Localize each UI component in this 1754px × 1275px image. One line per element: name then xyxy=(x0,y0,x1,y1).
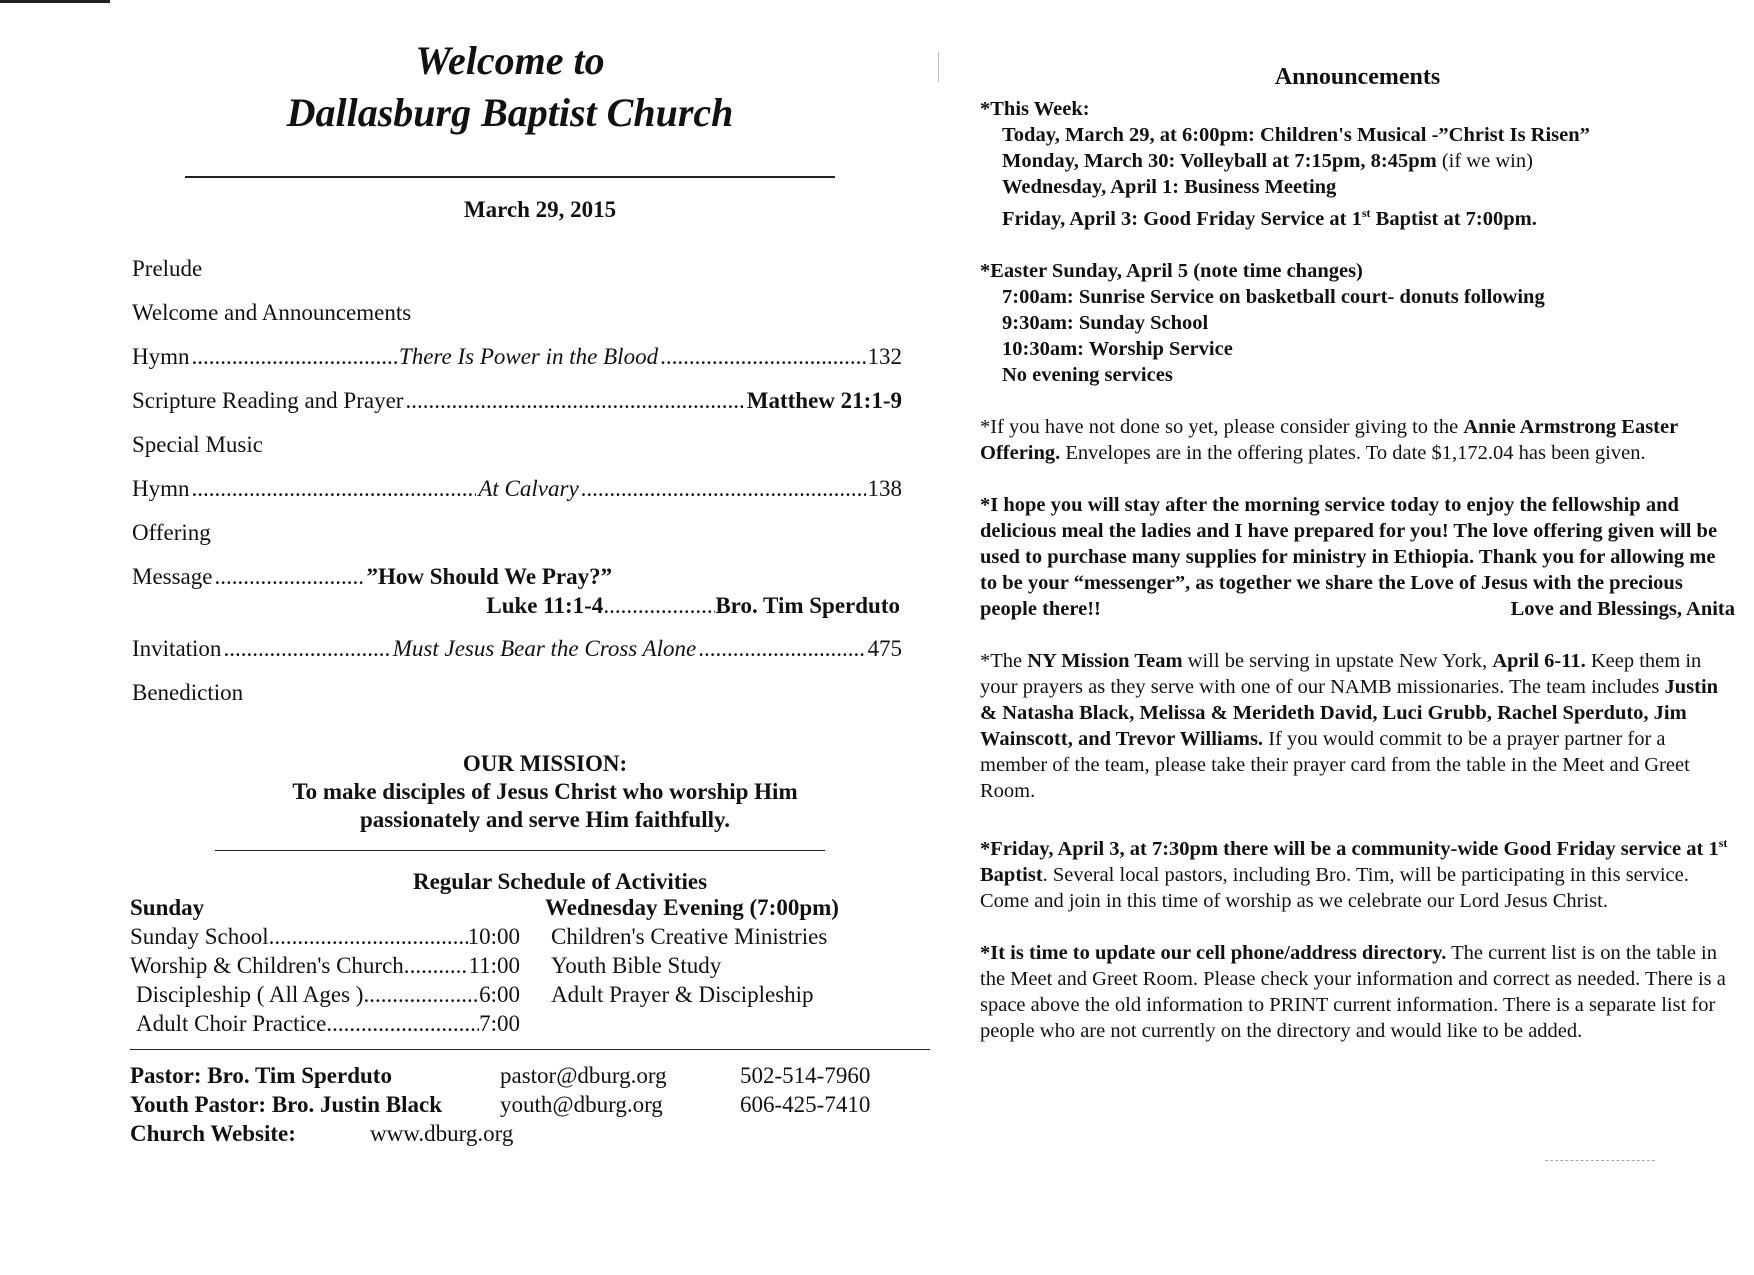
contact-info xyxy=(130,1061,930,1148)
contact-row-pastor xyxy=(130,1061,930,1090)
text: If you would commit to be a prayer partner for a member of the team, please take their prayer card from the table in the Meet and Greet Room. xyxy=(980,727,1690,802)
leader-dots xyxy=(603,592,715,620)
wednesday-activity: Adult Prayer & Discipleship xyxy=(551,982,814,1007)
schedule-wednesday-heading: Wednesday Evening (7:00pm) xyxy=(545,895,839,920)
contact-label: Church Website: xyxy=(130,1121,296,1146)
scripture-ref: Matthew 21:1-9 xyxy=(746,388,902,413)
scan-artifact xyxy=(1545,1160,1655,1161)
item-text: Baptist at 7:00pm. xyxy=(1370,207,1537,230)
text: will be serving in upstate New York, xyxy=(1182,649,1493,672)
leader-dots xyxy=(192,342,397,372)
order-item-hymn-2 xyxy=(132,474,902,518)
activity-name: Discipleship ( All Ages ) xyxy=(136,982,364,1007)
schedule-row xyxy=(130,980,520,1009)
text: Envelopes are in the offering plates. To date $1,172.04 has been given. xyxy=(1060,441,1646,464)
this-week-heading: *This Week: xyxy=(980,98,1090,120)
text: *If you have not done so yet, please consider giving to the xyxy=(980,415,1464,438)
schedule-row xyxy=(130,951,520,980)
order-label: Message xyxy=(132,564,213,589)
order-label: Special Music xyxy=(132,432,263,457)
offering-announcement xyxy=(980,414,1735,466)
text-bold: NY Mission Team xyxy=(1027,649,1183,672)
spacer xyxy=(980,914,1735,940)
activity-name: Adult Choir Practice xyxy=(136,1011,327,1036)
easter-heading: *Easter Sunday, April 5 (note time changes) xyxy=(980,259,1363,282)
contact-row-youth xyxy=(130,1090,930,1119)
title-line-2: Dallasburg Baptist Church xyxy=(286,90,734,135)
text: Keep them in your prayers as they serve with one of our NAMB missionaries. The team includes xyxy=(980,649,1702,698)
title-line-1: Welcome to xyxy=(415,38,605,83)
directory-announcement xyxy=(980,940,1735,1044)
contact-phone: 502-514-7960 xyxy=(740,1063,871,1088)
order-item-hymn-1 xyxy=(132,342,902,386)
leader-dots xyxy=(698,634,865,664)
order-item-scripture xyxy=(132,386,902,430)
order-item-prelude xyxy=(132,254,902,298)
item-text: Monday, March 30: Volleyball at 7:15pm, 8:45pm xyxy=(1002,150,1437,172)
message-speaker: Bro. Tim Sperduto xyxy=(715,593,900,618)
text-bold: April 6-11. xyxy=(1492,649,1586,672)
order-label: Welcome and Announcements xyxy=(132,300,412,325)
leader-dots xyxy=(326,1009,479,1038)
superscript: st xyxy=(1361,206,1371,220)
wednesday-activity: Children's Creative Ministries xyxy=(551,924,828,949)
schedule-sunday-heading: Sunday xyxy=(130,895,205,920)
good-friday-announcement xyxy=(980,830,1735,914)
easter-item: 10:30am: Worship Service xyxy=(1002,337,1233,360)
this-week-item: Wednesday, April 1: Business Meeting xyxy=(1002,176,1337,198)
mission-team-announcement xyxy=(980,648,1735,804)
text: The current list is on the table in the Meet and Greet Room. Please check your information and correct as needed. There is a space above the old information to PRINT current information. There is a separate list for people who are not currently on the directory and would like to be added. xyxy=(980,941,1726,1042)
fold-line xyxy=(938,52,939,82)
text-bold: Annie Armstrong Easter Offering. xyxy=(980,415,1678,464)
hymn-title: At Calvary xyxy=(478,476,579,501)
schedule-wednesday xyxy=(545,893,945,1009)
leader-dots xyxy=(269,922,468,951)
contact-email: pastor@dburg.org xyxy=(500,1063,667,1088)
mission-statement xyxy=(165,750,925,834)
order-item-welcome xyxy=(132,298,902,342)
leader-dots xyxy=(192,474,477,504)
mission-divider xyxy=(215,850,825,851)
leader-dots xyxy=(363,980,479,1009)
item-text: Friday, April 3: Good Friday Service at 1 xyxy=(1002,207,1362,230)
activity-time: 6:00 xyxy=(479,982,520,1007)
hymn-title: There Is Power in the Blood xyxy=(398,344,659,369)
website-url: www.dburg.org xyxy=(370,1121,514,1146)
spacer xyxy=(980,622,1735,648)
order-item-offering xyxy=(132,518,902,562)
order-label: Invitation xyxy=(132,636,222,661)
this-week-item xyxy=(980,148,1735,174)
message-ref: Luke 11:1-4 xyxy=(486,593,604,618)
order-label: Hymn xyxy=(132,344,190,369)
order-label: Offering xyxy=(132,520,211,545)
text-bold: Justin & Natasha Black, Melissa & Merideth David, Luci Grubb, Rachel Sperduto, Jim Wainscott, and Trevor Williams. xyxy=(980,675,1719,750)
announcements-title: Announcements xyxy=(1274,64,1441,90)
text-bold: *It is time to update our cell phone/address directory. xyxy=(980,941,1447,964)
activity-name: Sunday School xyxy=(130,924,269,949)
easter-item: 7:00am: Sunrise Service on basketball court- donuts following xyxy=(1002,285,1545,308)
service-date: March 29, 2015 xyxy=(463,197,617,222)
this-week-item: Today, March 29, at 6:00pm: Children's Musical -”Christ Is Risen” xyxy=(1002,124,1590,146)
schedule-sunday xyxy=(130,893,520,1038)
text: *The xyxy=(980,649,1028,672)
mission-line-2: passionately and serve Him faithfully. xyxy=(360,807,730,832)
fellowship-announcement xyxy=(980,492,1735,622)
contact-email: youth@dburg.org xyxy=(500,1092,663,1117)
spacer xyxy=(980,466,1735,492)
hymn-title: Must Jesus Bear the Cross Alone xyxy=(392,636,697,661)
activity-time: 7:00 xyxy=(479,1011,520,1036)
activity-time: 11:00 xyxy=(468,953,520,978)
activity-time: 10:00 xyxy=(467,924,520,949)
leader-dots xyxy=(581,474,866,504)
order-item-invitation xyxy=(132,634,902,678)
text: . Several local pastors, including Bro. Tim, will be participating in this service. Come and join in this time of worship as we celebrate our Lord Jesus Christ. xyxy=(980,863,1689,912)
easter-item: 9:30am: Sunday School xyxy=(1002,311,1209,334)
text-bold: *Friday, April 3, at 7:30pm there will be a community-wide Good Friday service at 1 xyxy=(980,837,1719,860)
contact-phone: 606-425-7410 xyxy=(740,1092,871,1117)
schedule-title: Regular Schedule of Activities xyxy=(412,869,708,894)
leader-dots xyxy=(214,562,364,592)
leader-dots xyxy=(405,386,744,416)
spacer xyxy=(980,804,1735,830)
item-note: (if we win) xyxy=(1441,150,1533,172)
order-label: Hymn xyxy=(132,476,190,501)
contact-label: Youth Pastor: Bro. Justin Black xyxy=(130,1092,443,1117)
hymn-number: 132 xyxy=(867,344,902,369)
announcements-panel xyxy=(980,60,1735,1044)
order-item-benediction xyxy=(132,678,902,722)
spacer xyxy=(980,232,1735,258)
spacer xyxy=(980,388,1735,414)
schedule-row xyxy=(130,1009,520,1038)
contact-label: Pastor: Bro. Tim Sperduto xyxy=(130,1063,392,1088)
contact-row-website xyxy=(130,1119,930,1148)
superscript: st xyxy=(1718,835,1728,850)
order-label: Scripture Reading and Prayer xyxy=(132,388,404,413)
contacts-divider xyxy=(130,1049,930,1050)
leader-dots xyxy=(410,951,469,980)
page-title xyxy=(130,35,890,139)
text: *I hope you will stay after the morning service today to enjoy the fellowship and delicious meal the ladies and I have prepared for you! The love offering given will be used to purchase many supplies for ministry in Ethiopia. Thank you for allowing me to be your “messenger”, as together we share the Love of Jesus with the precious people there!! xyxy=(980,493,1718,620)
easter-item: No evening services xyxy=(1002,363,1173,386)
mission-line-1: To make disciples of Jesus Christ who worship Him xyxy=(292,779,798,804)
leader-dots xyxy=(223,634,390,664)
bulletin-left-panel xyxy=(110,35,910,1146)
order-of-service xyxy=(132,254,902,722)
message-details xyxy=(132,592,902,634)
signature: Love and Blessings, Anita xyxy=(1510,597,1735,620)
order-label: Prelude xyxy=(132,256,203,281)
mission-heading: OUR MISSION: xyxy=(462,751,628,776)
leader-dots xyxy=(660,342,865,372)
order-item-special-music xyxy=(132,430,902,474)
scan-edge-mark xyxy=(0,0,110,3)
schedule-row xyxy=(130,922,520,951)
hymn-number: 475 xyxy=(867,636,903,661)
hymn-number: 138 xyxy=(867,476,903,501)
this-week-item xyxy=(980,200,1735,232)
order-label: Benediction xyxy=(132,680,244,705)
activity-name: Worship & Children's Church. xyxy=(130,953,410,978)
text-bold: Baptist xyxy=(980,863,1043,886)
wednesday-activity: Youth Bible Study xyxy=(551,953,722,978)
message-title: ”How Should We Pray?” xyxy=(366,564,613,589)
title-divider xyxy=(185,176,835,178)
